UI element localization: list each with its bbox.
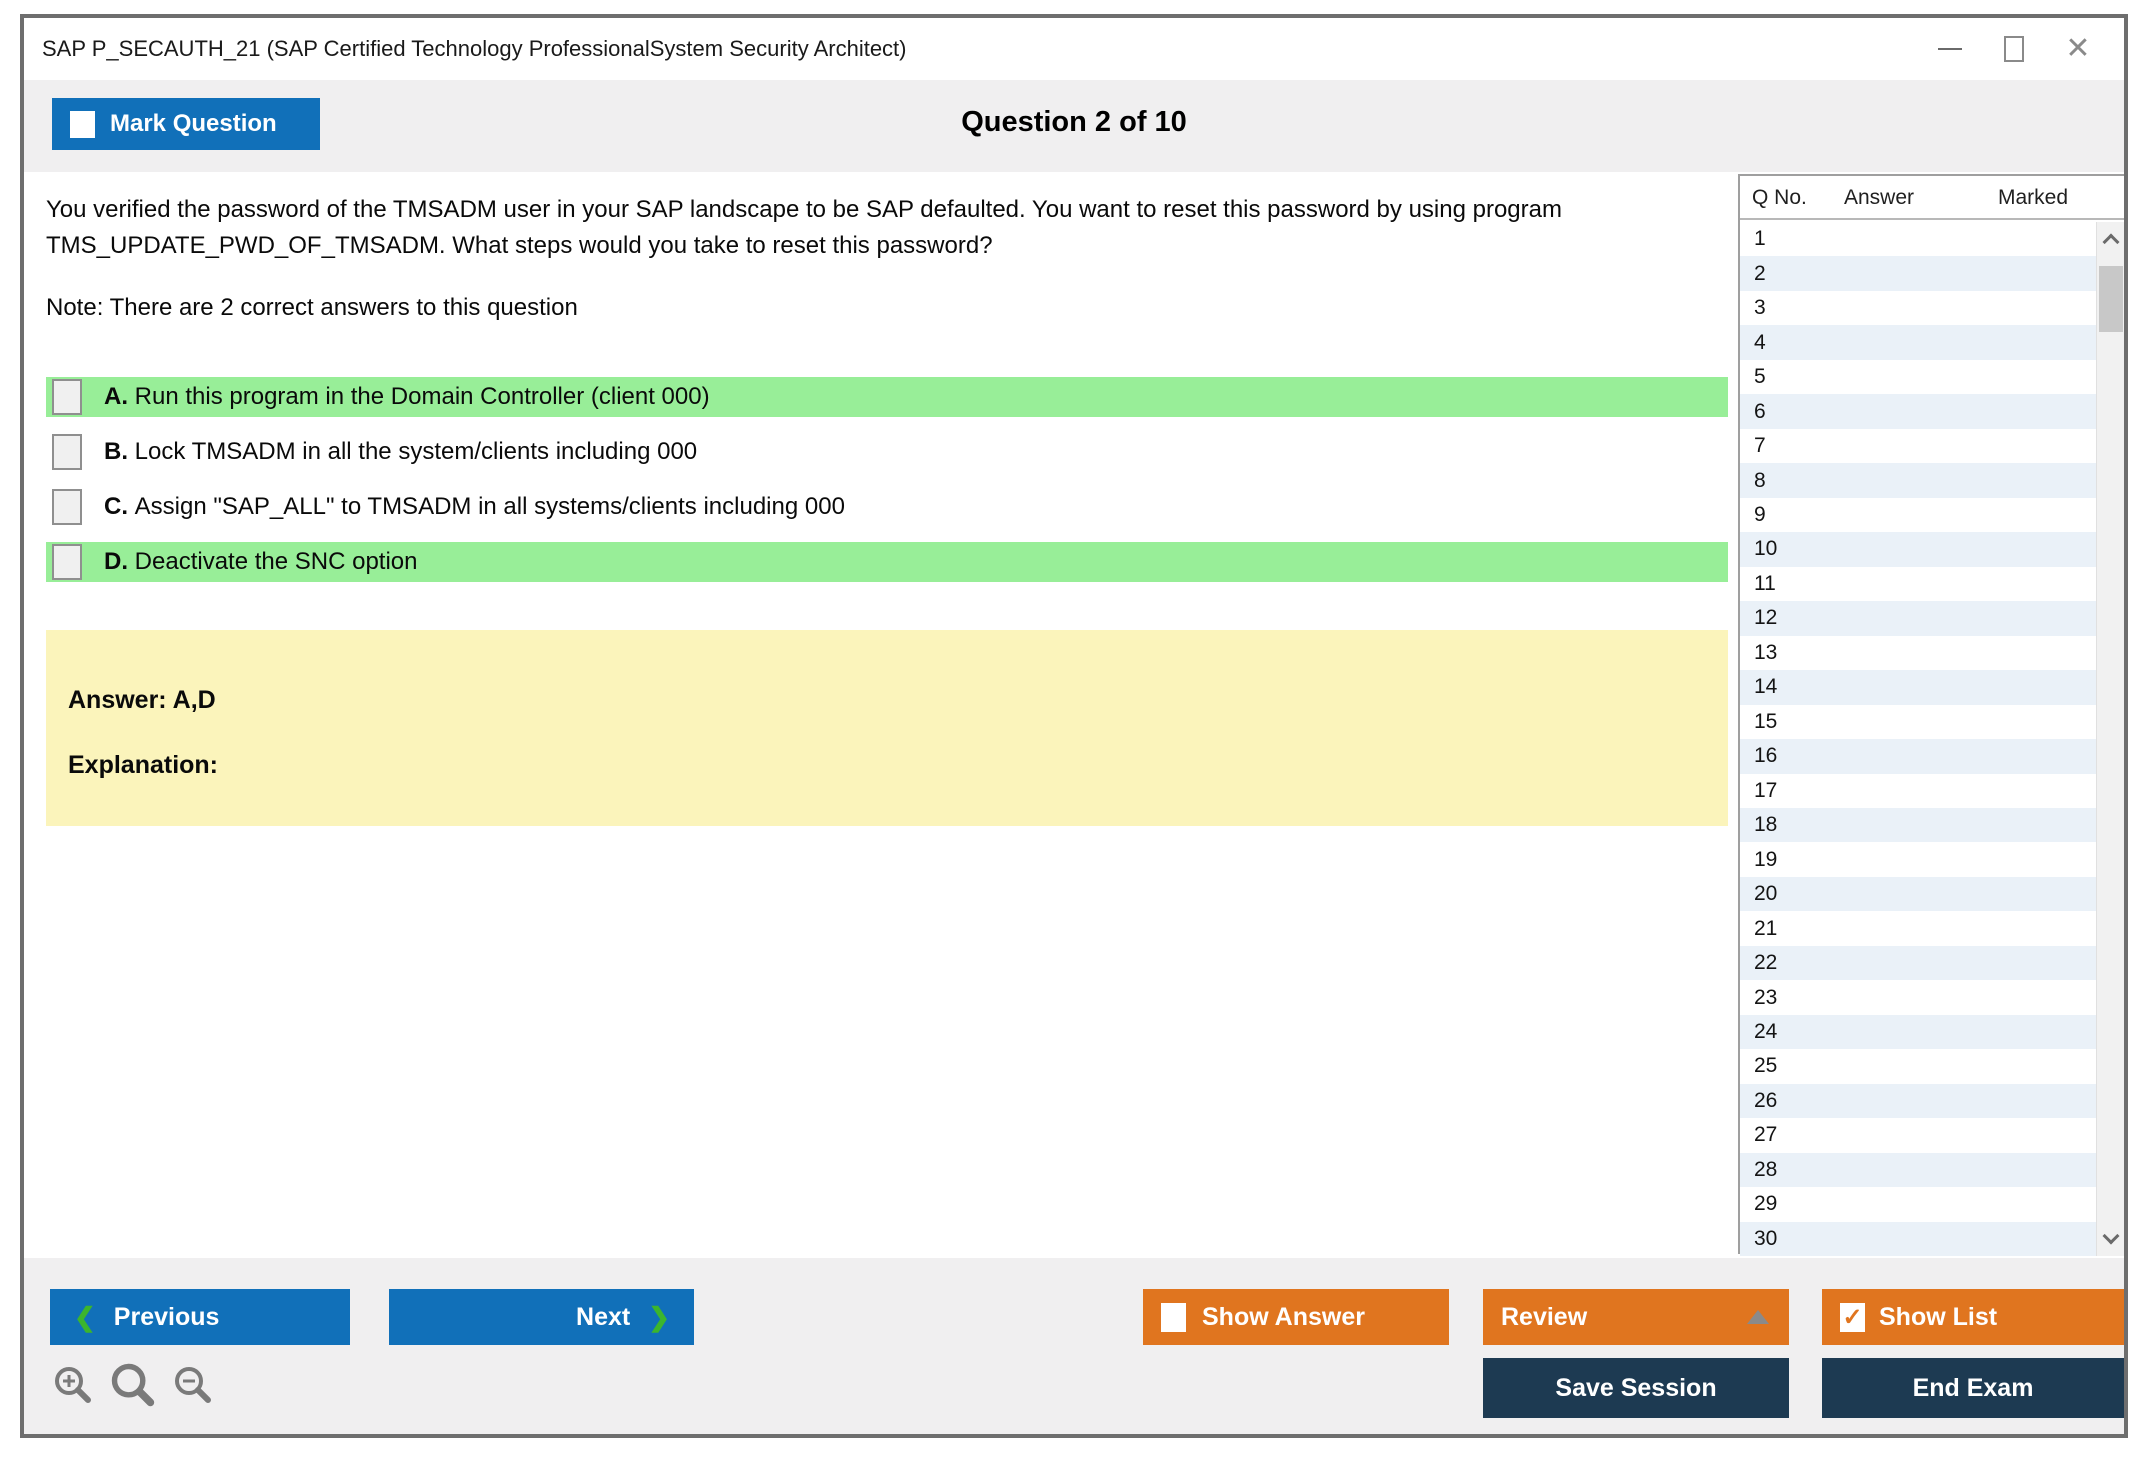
- option-text: B. Lock TMSADM in all the system/clients including 000: [104, 438, 698, 465]
- question-number: 15: [1754, 709, 1778, 733]
- show-list-label: Show List: [1879, 1302, 1998, 1331]
- question-list-header: [1740, 176, 2124, 220]
- question-number: 2: [1754, 261, 1766, 285]
- question-number: 25: [1754, 1054, 1778, 1078]
- question-list-row[interactable]: [1740, 1187, 2098, 1221]
- explanation-label: Explanation:: [68, 751, 219, 779]
- question-list-scrollbar[interactable]: [2096, 222, 2124, 1256]
- end-exam-label: End Exam: [1912, 1373, 2034, 1402]
- question-number: 22: [1754, 951, 1778, 975]
- option-text: C. Assign "SAP_ALL" to TMSADM in all systems/clients including 000: [104, 493, 845, 520]
- show-answer-label: Show Answer: [1202, 1302, 1365, 1331]
- previous-button[interactable]: [50, 1289, 350, 1345]
- question-list-row[interactable]: [1740, 601, 2098, 635]
- option-checkbox[interactable]: [52, 544, 82, 580]
- zoom-out-icon[interactable]: [170, 1362, 216, 1408]
- option-row-b[interactable]: [46, 432, 1728, 472]
- column-header-marked: Marked: [1998, 186, 2069, 209]
- question-list-row[interactable]: [1740, 877, 2098, 911]
- show-answer-checkbox[interactable]: [1161, 1303, 1186, 1332]
- option-checkbox[interactable]: [52, 489, 82, 525]
- question-number: 16: [1754, 744, 1778, 768]
- next-button[interactable]: [389, 1289, 694, 1345]
- question-list-row[interactable]: [1740, 498, 2098, 532]
- question-number: 24: [1754, 1020, 1778, 1044]
- save-session-button[interactable]: [1483, 1358, 1789, 1418]
- minimize-icon: [1938, 48, 1962, 50]
- question-number: 26: [1754, 1088, 1778, 1112]
- question-list-panel: [1738, 174, 2124, 1254]
- question-number: 18: [1754, 813, 1778, 837]
- show-answer-button[interactable]: [1143, 1289, 1449, 1345]
- column-header-answer: Answer: [1844, 186, 1915, 209]
- question-number: 21: [1754, 916, 1778, 940]
- question-panel: [24, 172, 2124, 1258]
- question-list-row[interactable]: [1740, 325, 2098, 359]
- question-list-row[interactable]: [1740, 567, 2098, 601]
- question-list-row[interactable]: [1740, 1015, 2098, 1049]
- question-number: 17: [1754, 778, 1778, 802]
- question-list-row[interactable]: [1740, 1084, 2098, 1118]
- chevron-right-icon: ❯: [648, 1301, 670, 1332]
- minimize-button[interactable]: [1918, 18, 1982, 80]
- question-list-row[interactable]: [1740, 739, 2098, 773]
- question-number: 12: [1754, 606, 1778, 630]
- header-band: [24, 80, 2124, 172]
- question-number: 19: [1754, 847, 1778, 871]
- question-list-row[interactable]: [1740, 532, 2098, 566]
- option-checkbox[interactable]: [52, 379, 82, 415]
- next-label: Next: [576, 1302, 631, 1331]
- option-text: D. Deactivate the SNC option: [104, 548, 418, 575]
- window-controls: [1918, 18, 2110, 80]
- question-number: 13: [1754, 640, 1778, 664]
- column-header-qno: Q No.: [1752, 186, 1807, 209]
- zoom-in-icon[interactable]: [50, 1362, 96, 1408]
- option-row-a[interactable]: [46, 377, 1728, 417]
- question-number: 8: [1754, 468, 1766, 492]
- question-number: 27: [1754, 1123, 1778, 1147]
- scrollbar-thumb[interactable]: [2099, 266, 2123, 332]
- app-window: [20, 14, 2128, 1438]
- question-number: 6: [1754, 399, 1766, 423]
- answer-label: Answer: A,D: [68, 686, 216, 714]
- question-list-row[interactable]: [1740, 463, 2098, 497]
- question-number: 7: [1754, 434, 1766, 458]
- question-number: 28: [1754, 1157, 1778, 1181]
- chevron-left-icon: ❮: [74, 1301, 96, 1332]
- question-list-row[interactable]: [1740, 1222, 2098, 1256]
- question-number: 10: [1754, 537, 1778, 561]
- question-list-row[interactable]: [1740, 670, 2098, 704]
- option-text: A. Run this program in the Domain Controller (client 000): [104, 383, 710, 410]
- maximize-button[interactable]: [1982, 18, 2046, 80]
- question-list-row[interactable]: [1740, 774, 2098, 808]
- option-row-d[interactable]: [46, 542, 1728, 582]
- zoom-toolbar: [50, 1360, 216, 1410]
- window-title: SAP P_SECAUTH_21 (SAP Certified Technology ProfessionalSystem Security Architect): [42, 36, 907, 61]
- question-number: 1: [1754, 227, 1766, 251]
- question-list-row[interactable]: [1740, 980, 2098, 1014]
- options-list: [46, 377, 1728, 597]
- question-list-row[interactable]: [1740, 808, 2098, 842]
- question-list-row[interactable]: [1740, 256, 2098, 290]
- question-number: 4: [1754, 330, 1766, 354]
- mark-question-checkbox[interactable]: [70, 111, 95, 138]
- triangle-up-icon: [1747, 1310, 1769, 1324]
- question-note: Note: There are 2 correct answers to this question: [46, 294, 578, 321]
- question-number: 5: [1754, 365, 1766, 389]
- review-label: Review: [1501, 1302, 1588, 1331]
- search-icon[interactable]: [108, 1360, 158, 1410]
- close-icon: ✕: [2065, 32, 2091, 65]
- question-list-row[interactable]: [1740, 222, 2098, 256]
- save-session-label: Save Session: [1555, 1373, 1717, 1402]
- close-button[interactable]: [2046, 18, 2110, 80]
- mark-question-button[interactable]: [52, 98, 320, 150]
- question-list-row[interactable]: [1740, 291, 2098, 325]
- review-button[interactable]: [1483, 1289, 1789, 1345]
- mark-question-label: Mark Question: [110, 110, 277, 137]
- question-number: 23: [1754, 985, 1778, 1009]
- scroll-down-icon[interactable]: [2103, 1228, 2120, 1245]
- option-row-c[interactable]: [46, 487, 1728, 527]
- question-list-row[interactable]: [1740, 394, 2098, 428]
- question-number: 14: [1754, 675, 1778, 699]
- question-list-row[interactable]: [1740, 360, 2098, 394]
- title-bar: [24, 18, 2124, 80]
- question-list-row[interactable]: [1740, 911, 2098, 945]
- question-number: 20: [1754, 882, 1778, 906]
- question-counter: Question 2 of 10: [961, 106, 1187, 138]
- question-number: 30: [1754, 1226, 1778, 1250]
- question-text: You verified the password of the TMSADM user in your SAP landscape to be SAP defaulted. You want to reset this password by using program TMS_UPDATE_PWD_OF_TMSADM. What steps would you take to reset this password?: [46, 196, 1562, 259]
- question-number: 3: [1754, 296, 1766, 320]
- show-list-button[interactable]: [1822, 1289, 2124, 1345]
- question-list-row[interactable]: [1740, 1049, 2098, 1083]
- show-list-checkbox[interactable]: ✓: [1840, 1303, 1865, 1332]
- question-list-row[interactable]: [1740, 705, 2098, 739]
- question-list-row[interactable]: [1740, 636, 2098, 670]
- previous-label: Previous: [113, 1302, 220, 1331]
- answer-panel: [46, 630, 1728, 826]
- question-rows: [1740, 222, 2098, 1256]
- question-list-row[interactable]: [1740, 429, 2098, 463]
- question-list-row[interactable]: [1740, 1118, 2098, 1152]
- maximize-icon: [2004, 36, 2024, 62]
- option-checkbox[interactable]: [52, 434, 82, 470]
- question-number: 9: [1754, 502, 1766, 526]
- question-number: 29: [1754, 1192, 1778, 1216]
- scroll-up-icon[interactable]: [2103, 234, 2120, 251]
- question-list-row[interactable]: [1740, 842, 2098, 876]
- question-list-row[interactable]: [1740, 1153, 2098, 1187]
- question-number: 11: [1754, 571, 1776, 595]
- question-list-row[interactable]: [1740, 946, 2098, 980]
- footer-bar: [24, 1258, 2124, 1434]
- end-exam-button[interactable]: [1822, 1358, 2124, 1418]
